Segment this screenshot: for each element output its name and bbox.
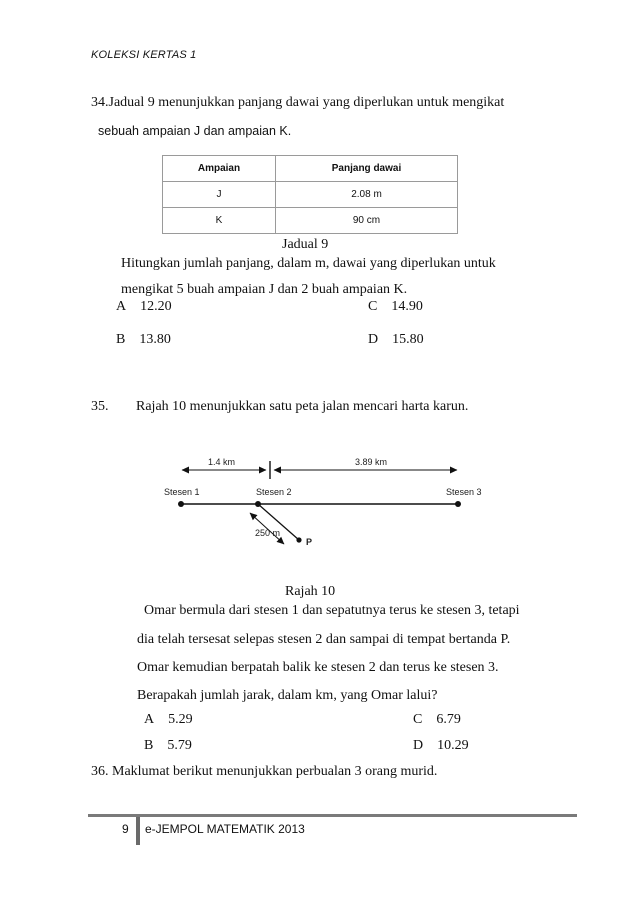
- q35-intro: Rajah 10 menunjukkan satu peta jalan mencari harta karun.: [136, 399, 469, 414]
- q35-option-a[interactable]: A 5.29: [144, 712, 193, 727]
- q35-body-line-4: Berapakah jumlah jarak, dalam km, yang Omar lalui?: [137, 688, 438, 703]
- label-1-4-km: 1.4 km: [208, 457, 236, 467]
- table-cell: K: [163, 208, 276, 234]
- q35-body-line-2: dia telah tersesat selepas stesen 2 dan sampai di tempat bertanda P.: [137, 632, 511, 647]
- table-row: [163, 182, 458, 208]
- q35-number: 35.: [91, 399, 109, 414]
- q35-option-b-value: 5.79: [167, 738, 192, 753]
- table-header-row: [163, 156, 458, 182]
- label-3-89-km: 3.89 km: [355, 457, 388, 467]
- q35-option-d-value: 10.29: [437, 738, 469, 753]
- q34-option-a[interactable]: A 12.20: [116, 299, 172, 314]
- q34-stem-line-2: sebuah ampaian J dan ampaian K.: [98, 124, 292, 138]
- table-row: [163, 208, 458, 234]
- label-stesen-1: Stesen 1: [164, 487, 200, 497]
- table-header-panjang-dawai: Panjang dawai: [276, 156, 458, 182]
- q34-option-d-value: 15.80: [392, 332, 424, 347]
- footer-page-number: 9: [122, 822, 129, 836]
- footer-title: e-JEMPOL MATEMATIK 2013: [145, 822, 305, 836]
- q35-option-b[interactable]: B 5.79: [144, 738, 192, 753]
- table-header-ampaian: Ampaian: [163, 156, 276, 182]
- table-cell: J: [163, 182, 276, 208]
- table-cell: 2.08 m: [276, 182, 458, 208]
- q35-body-line-1: Omar bermula dari stesen 1 dan sepatutnya terus ke stesen 3, tetapi: [144, 603, 520, 618]
- label-250-m: 250 m: [255, 528, 281, 538]
- q35-option-d[interactable]: D 10.29: [413, 738, 469, 753]
- station-1-point: [178, 501, 184, 507]
- q35-option-c[interactable]: C 6.79: [413, 712, 461, 727]
- q35-option-c-value: 6.79: [436, 712, 461, 727]
- q34-option-b[interactable]: B 13.80: [116, 332, 171, 347]
- q34-question-line-1: Hitungkan jumlah panjang, dalam m, dawai yang diperlukan untuk: [121, 256, 496, 271]
- table-cell: 90 cm: [276, 208, 458, 234]
- label-stesen-3: Stesen 3: [446, 487, 482, 497]
- page-header-title: KOLEKSI KERTAS 1: [91, 49, 197, 61]
- q36-stem: 36. Maklumat berikut menunjukkan perbualan 3 orang murid.: [91, 764, 438, 779]
- q35-body-line-3: Omar kemudian berpatah balik ke stesen 2 dan terus ke stesen 3.: [137, 660, 499, 675]
- q35-option-a-value: 5.29: [168, 712, 193, 727]
- q34-question-line-2: mengikat 5 buah ampaian J dan 2 buah ampaian K.: [121, 282, 408, 297]
- label-stesen-2: Stesen 2: [256, 487, 292, 497]
- footer-rule: [88, 814, 577, 817]
- rajah-10-diagram: [150, 450, 510, 555]
- jadual-9-table: [162, 155, 458, 234]
- station-3-point: [455, 501, 461, 507]
- label-p: P: [306, 537, 313, 547]
- q34-stem-line-1: 34.Jadual 9 menunjukkan panjang dawai yang diperlukan untuk mengikat: [91, 95, 505, 110]
- point-p: [296, 537, 301, 542]
- q34-option-d[interactable]: D 15.80: [368, 332, 424, 347]
- footer-divider: [136, 817, 140, 845]
- q34-option-a-value: 12.20: [140, 299, 172, 314]
- q34-option-b-value: 13.80: [139, 332, 171, 347]
- q34-option-c[interactable]: C 14.90: [368, 299, 423, 314]
- q34-option-c-value: 14.90: [391, 299, 423, 314]
- jadual-9-caption: Jadual 9: [282, 237, 329, 252]
- rajah-10-caption: Rajah 10: [285, 584, 336, 599]
